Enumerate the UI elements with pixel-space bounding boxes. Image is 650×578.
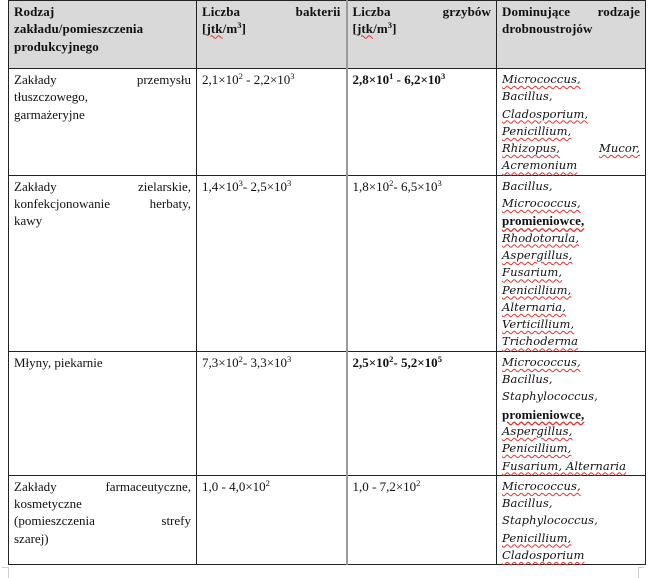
facility-text: (pomieszczenia	[14, 513, 95, 529]
value-text: -	[393, 72, 405, 87]
organism-name: Verticillium,	[502, 317, 575, 332]
value-text: 6,5×10	[400, 178, 438, 194]
value-text: 2,1×10	[202, 72, 239, 87]
organism-name: Fusarium,	[502, 265, 563, 280]
value-text: 2,5×10	[250, 178, 288, 194]
organisms-cell	[497, 351, 646, 475]
organism-name: Micrococcus,	[502, 72, 581, 86]
value-text: 5,2×10	[401, 354, 438, 370]
organism-name: Penicillium,	[502, 530, 572, 545]
organisms-cell	[497, 69, 646, 176]
unit-part: jtk	[356, 21, 374, 37]
unit-part: /m	[222, 21, 238, 37]
unit-part: ]	[392, 21, 397, 37]
unit-part: jtk	[206, 21, 223, 37]
organism-name: Aspergillus,	[502, 247, 573, 262]
fungi-count-cell	[347, 175, 497, 351]
unit-label	[202, 21, 246, 36]
facility-line	[14, 478, 191, 495]
value-text: 6,2×10	[404, 72, 441, 87]
organism-name: Aspergillus,	[502, 423, 573, 438]
header-text: grzybów	[442, 4, 491, 19]
value-exponent: 2	[265, 477, 270, 488]
header-fungi-count	[347, 1, 497, 69]
value-exponent: 5	[437, 353, 442, 364]
value-exponent: 2	[389, 177, 394, 188]
header-facility-type	[9, 1, 197, 69]
table-row	[9, 475, 646, 564]
unit-part: [	[352, 21, 357, 37]
organism-name: Penicillium,	[502, 123, 572, 138]
value-text: -	[242, 72, 254, 87]
table-row	[9, 69, 646, 176]
organism-name: Bacillus,	[502, 496, 553, 511]
value-exponent: 1	[389, 71, 394, 81]
fungi-count-cell	[347, 351, 497, 475]
header-line	[353, 3, 492, 20]
value-text: 1,4×10	[202, 178, 239, 194]
organism-name: Rhodotorula,	[502, 230, 580, 245]
header-dominant-genera	[497, 1, 646, 69]
organism-name: Staphylococcus,	[502, 389, 598, 404]
facility-text: szarej)	[14, 530, 49, 546]
organism-name: Fusarium, Alternaria	[502, 458, 627, 473]
page-margin-marker-right	[638, 567, 639, 578]
value-text: -	[242, 178, 251, 194]
organism-name: Micrococcus,	[502, 478, 581, 493]
header-text: produkcyjnego	[14, 38, 99, 54]
table-row	[9, 175, 646, 351]
header-text: Dominujące	[502, 4, 571, 19]
header-text: bakterii	[295, 4, 341, 19]
value-text: -	[242, 354, 251, 370]
organism-name: Penicillium,	[502, 282, 572, 297]
facility-text: garmażeryjne	[14, 106, 85, 122]
organism-name: Trichoderma	[502, 334, 579, 349]
microorganism-table	[8, 0, 646, 565]
unit-part: ]	[241, 21, 247, 37]
organisms-cell	[497, 175, 646, 351]
header-text: Rodzaj	[14, 4, 55, 19]
value-text: 3,3×10	[250, 354, 288, 370]
organism-name: Mucor,	[598, 141, 640, 156]
facility-cell	[9, 475, 197, 564]
facility-text: Zakłady	[14, 478, 57, 494]
organism-name: Micrococcus,	[502, 196, 581, 211]
value-text: 2,8×10	[352, 72, 390, 87]
value-exponent: 3	[440, 71, 446, 81]
organism-name: Staphylococcus,	[502, 513, 598, 528]
value-exponent: 3	[437, 177, 442, 188]
value-exponent: 3	[287, 177, 292, 188]
facility-text: kosmetyczne	[14, 496, 82, 512]
facility-text: Zakłady	[14, 178, 57, 194]
value-text: -	[393, 178, 401, 194]
bacteria-count-cell	[197, 351, 347, 475]
fungi-count-cell	[347, 475, 497, 564]
header-bacteria-count	[197, 1, 347, 69]
unit-part: [	[202, 21, 207, 37]
organism-line	[502, 140, 640, 157]
header-text: zakładu/pomieszczenia	[14, 21, 144, 37]
value-text: 7,3×10	[202, 354, 239, 370]
value-exponent: 2	[238, 353, 243, 364]
value-text: 2,5×10	[352, 354, 390, 370]
value-exponent: 2	[238, 71, 243, 81]
value-text: -	[393, 354, 402, 370]
organism-name: Rhizopus,	[502, 141, 560, 156]
page-margin-marker-left-h	[2, 567, 8, 568]
organism-name: Bacillus,	[502, 178, 553, 193]
organism-name: Alternaria,	[502, 299, 566, 314]
header-text: drobnoustrojów	[502, 21, 593, 37]
facility-text: kawy	[14, 213, 43, 229]
facility-line	[14, 512, 191, 529]
organism-name: Cladosporium	[502, 548, 585, 563]
header-row	[9, 1, 646, 69]
bacteria-count-cell	[197, 175, 347, 351]
facility-text: Zakłady	[14, 72, 57, 87]
value-exponent: 3	[287, 353, 292, 364]
header-text: Liczba	[352, 4, 391, 19]
value-exponent: 3	[290, 71, 295, 81]
facility-text: zielarskie,	[137, 178, 191, 194]
value-text: 1,8×10	[352, 178, 390, 194]
organism-name: promieniowce,	[502, 213, 585, 229]
facility-text: farmaceutyczne,	[105, 478, 191, 494]
table-row	[9, 351, 646, 475]
facility-cell	[9, 175, 197, 351]
value-text: 1,0 - 4,0×10	[202, 478, 266, 494]
organisms-cell	[497, 475, 646, 564]
value-exponent: 2	[416, 477, 421, 488]
facility-text: przemysłu	[136, 72, 191, 87]
value-exponent: 3	[238, 177, 243, 188]
value-text: 2,2×10	[253, 72, 291, 87]
bacteria-count-cell	[197, 475, 347, 564]
unit-exponent: 3	[387, 20, 393, 31]
header-text: Liczba	[202, 4, 241, 19]
unit-exponent: 3	[237, 20, 242, 31]
unit-part: /m	[373, 21, 388, 37]
organism-name: promieniowce,	[502, 406, 585, 422]
header-text: rodzaje	[597, 4, 640, 19]
value-text: 1,0 - 7,2×10	[352, 478, 417, 494]
facility-text: Młyny, piekarnie	[14, 354, 103, 370]
facility-cell	[9, 69, 197, 176]
page-margin-marker-right-h	[638, 567, 644, 568]
facility-line	[14, 71, 191, 88]
organism-name: Micrococcus,	[502, 354, 581, 369]
organism-name: Cladosporium,	[502, 106, 589, 121]
organism-name: Penicillium,	[502, 441, 572, 456]
facility-text: herbaty,	[149, 196, 191, 212]
page-margin-marker-left	[8, 567, 9, 578]
header-line	[502, 3, 640, 20]
organism-name: Bacillus,	[502, 372, 553, 387]
facility-text: strefy	[161, 513, 191, 529]
facility-text: tłuszczowego,	[14, 89, 89, 105]
facility-line	[14, 195, 191, 212]
organism-name: Bacillus,	[502, 89, 553, 104]
value-exponent: 2	[389, 353, 394, 364]
facility-line	[14, 178, 191, 195]
facility-cell	[9, 351, 197, 475]
organism-name: Acremonium	[502, 158, 578, 173]
header-line	[202, 3, 341, 20]
fungi-count-cell	[347, 69, 497, 176]
facility-text: konfekcjonowanie	[14, 196, 111, 212]
unit-label	[353, 21, 397, 36]
bacteria-count-cell	[197, 69, 347, 176]
